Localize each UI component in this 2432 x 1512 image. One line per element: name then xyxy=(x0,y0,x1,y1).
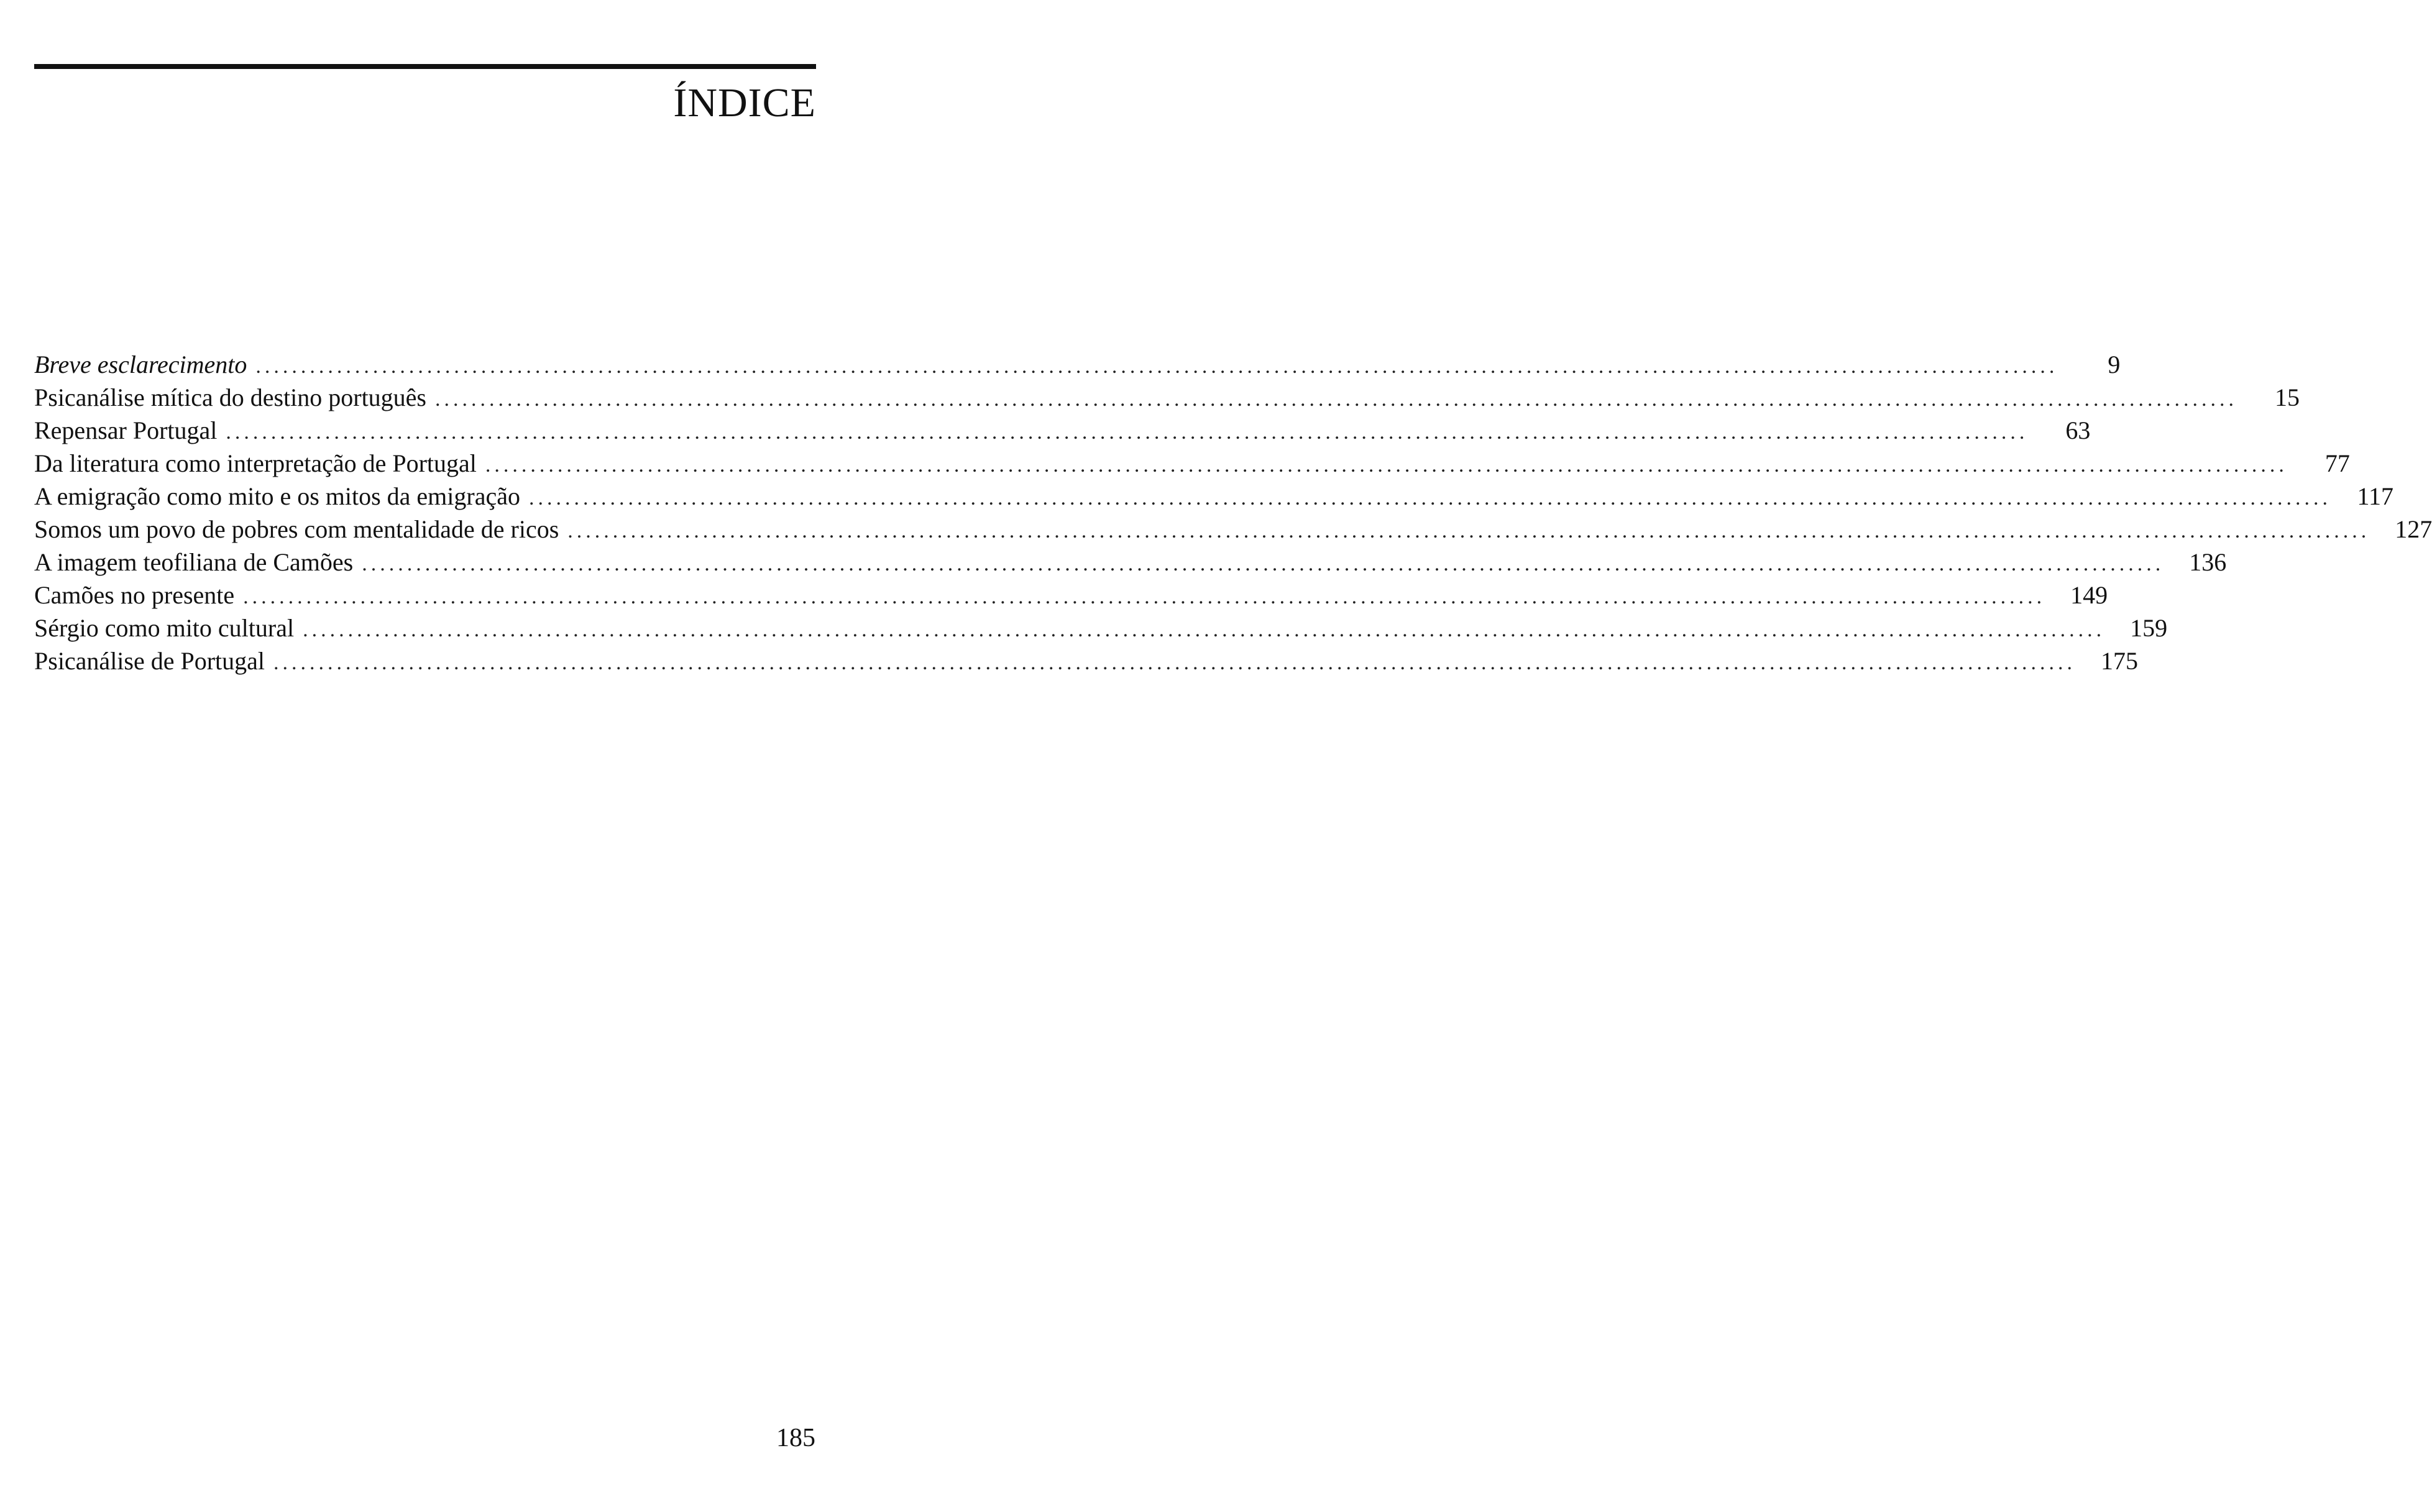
toc-entry-title: A emigração como mito e os mitos da emigração xyxy=(34,482,520,510)
top-rule xyxy=(34,64,816,69)
dot-leader: ........................................................................................................................................................................................................ xyxy=(226,421,2029,444)
toc-entry-title: Somos um povo de pobres com mentalidade de ricos xyxy=(34,515,559,543)
toc-entry xyxy=(34,644,2139,677)
page-number: 185 xyxy=(776,1424,815,1452)
toc-entry-page: 127 xyxy=(2395,515,2432,543)
toc-entry-page: 15 xyxy=(2275,383,2300,411)
toc-entry-page: 149 xyxy=(2070,581,2108,609)
dot-leader: ........................................................................................................................................................................................................ xyxy=(303,618,2106,641)
toc-entry-page: 136 xyxy=(2189,548,2227,576)
toc-entry xyxy=(34,480,2393,513)
table-of-contents xyxy=(34,348,2432,677)
toc-entry-title: Psicanálise mítica do destino português xyxy=(34,383,426,411)
toc-entry xyxy=(34,546,2227,579)
toc-entry-title: Breve esclarecimento xyxy=(34,351,247,378)
dot-leader: ........................................................................................................................................................................................................ xyxy=(485,454,2288,477)
toc-entry-title: A imagem teofiliana de Camões xyxy=(34,548,354,576)
toc-entry-title: Camões no presente xyxy=(34,581,235,609)
toc-entry-page: 9 xyxy=(2108,351,2121,378)
toc-entry-page: 63 xyxy=(2065,416,2091,444)
dot-leader: ........................................................................................................................................................................................................ xyxy=(243,585,2046,608)
dot-leader: ........................................................................................................................................................................................................ xyxy=(435,388,2237,411)
toc-entry-title: Da literatura como interpretação de Portugal xyxy=(34,449,477,477)
toc-entry xyxy=(34,381,2300,414)
toc-entry-page: 77 xyxy=(2324,449,2350,477)
toc-entry xyxy=(34,414,2091,447)
toc-entry xyxy=(34,447,2350,480)
toc-entry-title: Sérgio como mito cultural xyxy=(34,614,295,642)
dot-leader: ........................................................................................................................................................................................................ xyxy=(273,651,2076,674)
toc-entry-page: 175 xyxy=(2101,647,2139,675)
toc-entry-title: Repensar Portugal xyxy=(34,416,218,444)
toc-entry xyxy=(34,579,2108,612)
toc-entry-page: 159 xyxy=(2130,614,2168,642)
toc-entry-title: Psicanálise de Portugal xyxy=(34,647,265,675)
toc-entry xyxy=(34,513,2432,546)
dot-leader: ........................................................................................................................................................................................................ xyxy=(529,487,2331,510)
dot-leader: ........................................................................................................................................................................................................ xyxy=(362,552,2165,575)
toc-entry-page: 117 xyxy=(2357,482,2393,510)
dot-leader: ........................................................................................................................................................................................................ xyxy=(255,355,2058,378)
toc-entry xyxy=(34,348,2121,381)
toc-entry xyxy=(34,612,2168,644)
dot-leader: ........................................................................................................................................................................................................ xyxy=(567,520,2370,543)
page-title: ÍNDICE xyxy=(673,80,816,126)
